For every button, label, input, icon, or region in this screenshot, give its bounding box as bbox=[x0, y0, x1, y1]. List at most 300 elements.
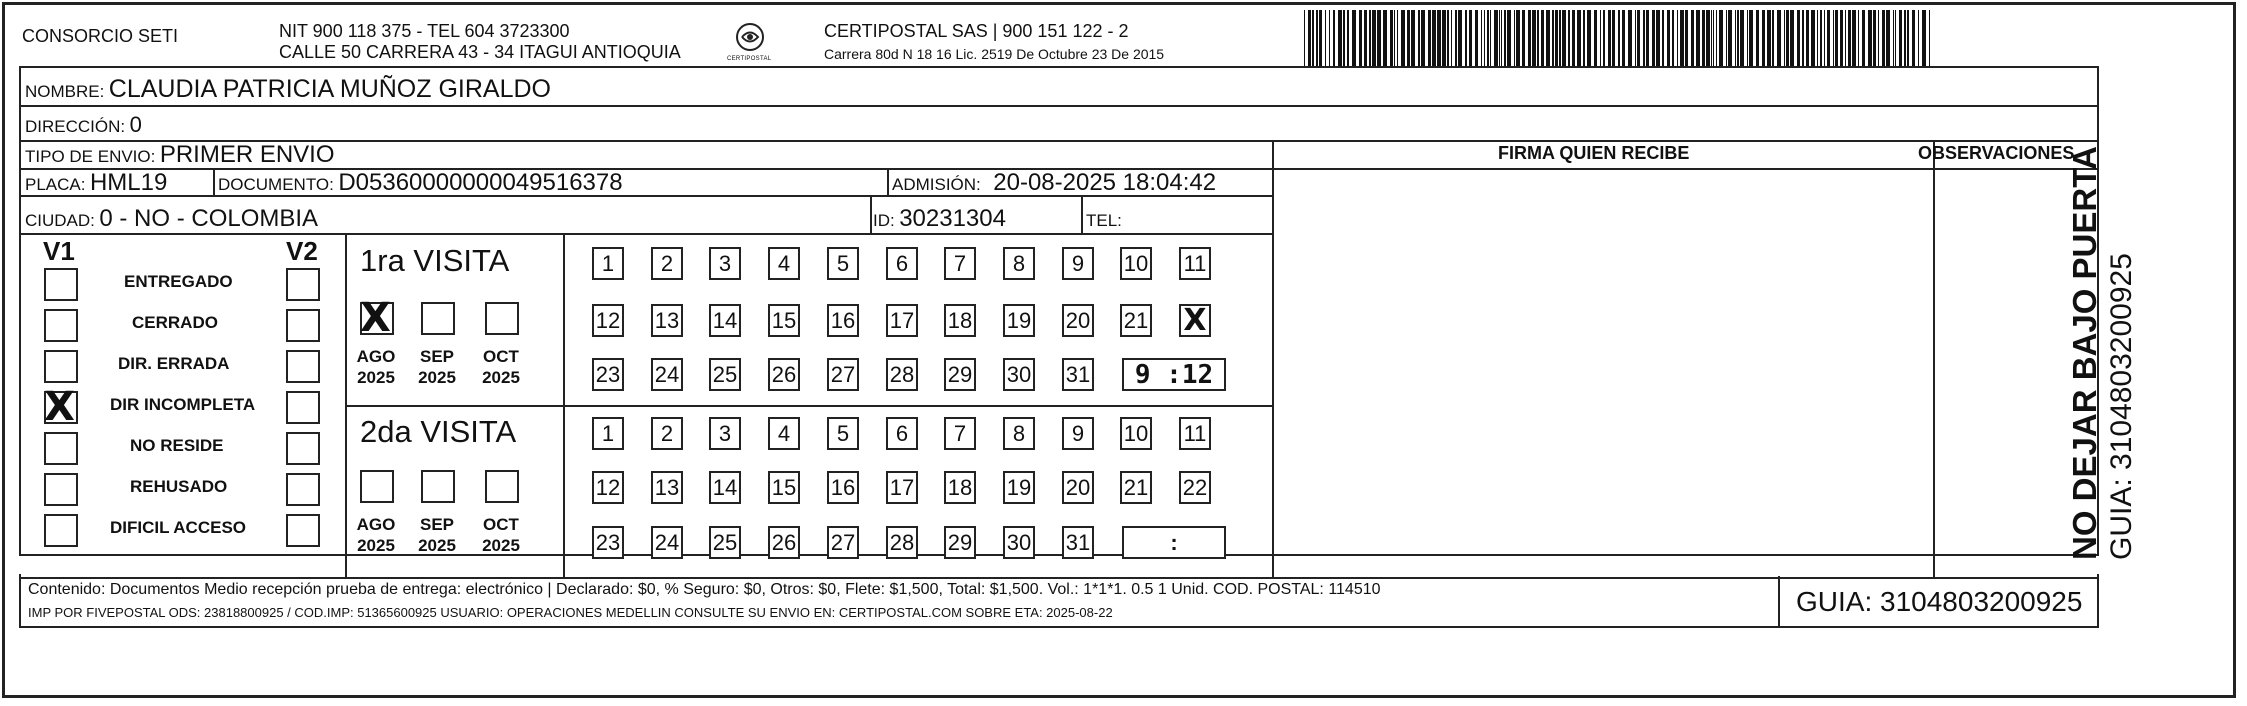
nombre-value: CLAUDIA PATRICIA MUÑOZ GIRALDO bbox=[108, 75, 551, 103]
barcode-bar bbox=[1537, 10, 1539, 66]
day-box[interactable] bbox=[709, 417, 741, 450]
status-label: REHUSADO bbox=[130, 477, 228, 496]
placa-row bbox=[25, 169, 167, 199]
month-label bbox=[481, 514, 521, 556]
side-text bbox=[2065, 146, 2139, 560]
courier-line-2: Carrera 80d N 18 16 Lic. 2519 De Octubre 23 De 2015 bbox=[824, 46, 1165, 62]
day-box[interactable] bbox=[651, 304, 683, 337]
barcode-bar bbox=[1852, 10, 1856, 66]
day-box[interactable] bbox=[1003, 358, 1035, 391]
barcode-bar bbox=[1499, 10, 1500, 66]
day-box[interactable] bbox=[768, 358, 800, 391]
imp-line: IMP POR FIVEPOSTAL ODS: 23818800925 / COD.IMP: 51365600925 USUARIO: OPERACIONES MEDELLIN CONSULTE SU ENVIO EN: CERTIPOSTAL.COM SOBRE ETA: 2025-08-22 bbox=[28, 605, 1113, 620]
barcode-bar bbox=[1737, 10, 1739, 66]
ciudad-label: CIUDAD: bbox=[25, 211, 95, 230]
barcode-bar bbox=[1622, 10, 1625, 66]
documento-row bbox=[218, 169, 623, 199]
day-number: 8 bbox=[1012, 251, 1026, 276]
ciudad-value: 0 - NO - COLOMBIA bbox=[99, 205, 319, 232]
barcode-bar bbox=[1706, 10, 1710, 66]
v2-checkbox[interactable] bbox=[286, 432, 320, 465]
nombre-label: NOMBRE: bbox=[25, 82, 105, 101]
barcode-bar bbox=[1912, 10, 1915, 66]
day-box[interactable] bbox=[592, 471, 624, 504]
v2-checkbox[interactable] bbox=[286, 350, 320, 383]
day-number: 19 bbox=[1006, 308, 1032, 333]
day-box[interactable] bbox=[944, 247, 976, 280]
barcode-bar bbox=[1428, 10, 1431, 66]
day-box[interactable] bbox=[1062, 358, 1094, 391]
day-number: 8 bbox=[1012, 421, 1026, 446]
month-label bbox=[417, 346, 457, 388]
day-number: 13 bbox=[654, 475, 680, 500]
day-number: 7 bbox=[953, 421, 967, 446]
month-checkbox[interactable] bbox=[421, 302, 455, 335]
barcode-bar bbox=[1490, 10, 1491, 66]
barcode-bar bbox=[1747, 10, 1748, 66]
day-box[interactable] bbox=[651, 417, 683, 450]
v1-checkbox[interactable] bbox=[44, 268, 78, 301]
barcode-bar bbox=[1929, 10, 1930, 66]
day-number: 5 bbox=[836, 251, 850, 276]
barcode-bar bbox=[1726, 10, 1727, 66]
day-number: 3 bbox=[718, 251, 732, 276]
day-box[interactable] bbox=[768, 304, 800, 337]
month-label bbox=[417, 514, 457, 556]
month-label bbox=[481, 346, 521, 388]
barcode-bar bbox=[1411, 10, 1415, 66]
time-box[interactable] bbox=[1122, 358, 1226, 391]
barcode-bar bbox=[1895, 10, 1896, 66]
month-checkbox[interactable] bbox=[421, 470, 455, 503]
v1-checkbox[interactable] bbox=[44, 473, 78, 506]
barcode-bar bbox=[1555, 10, 1558, 66]
day-number: 6 bbox=[895, 421, 909, 446]
v1-checkbox[interactable] bbox=[44, 432, 78, 465]
day-box[interactable] bbox=[1120, 417, 1152, 450]
barcode-bar bbox=[1667, 10, 1670, 66]
day-number: 11 bbox=[1183, 251, 1207, 276]
day-box[interactable] bbox=[1120, 304, 1152, 337]
month-checkbox[interactable] bbox=[360, 295, 394, 341]
barcode-bar bbox=[1767, 10, 1771, 66]
day-box[interactable] bbox=[1003, 417, 1035, 450]
barcode-bar bbox=[1559, 10, 1561, 66]
barcode-bar bbox=[1811, 10, 1815, 66]
barcode-bar bbox=[1359, 10, 1362, 66]
company-name: CONSORCIO SETI bbox=[22, 26, 179, 46]
barcode-bar bbox=[1494, 10, 1498, 66]
barcode-bar bbox=[1882, 10, 1885, 66]
barcode-bar bbox=[1603, 10, 1605, 66]
day-box[interactable] bbox=[944, 304, 976, 337]
day-number: 5 bbox=[836, 421, 850, 446]
day-number: 25 bbox=[712, 362, 738, 387]
barcode-bar bbox=[1618, 10, 1620, 66]
status-label: CERRADO bbox=[132, 313, 218, 332]
v1-checkbox[interactable] bbox=[44, 309, 78, 342]
barcode-bar bbox=[1840, 10, 1843, 66]
day-box[interactable] bbox=[651, 247, 683, 280]
barcode-bar bbox=[1347, 10, 1349, 66]
day-box[interactable] bbox=[944, 471, 976, 504]
day-number: 22 bbox=[1182, 475, 1208, 500]
barcode-bar bbox=[1652, 10, 1655, 66]
delivery-form bbox=[19, 66, 2099, 556]
day-box[interactable] bbox=[1003, 304, 1035, 337]
day-box[interactable] bbox=[886, 471, 918, 504]
v2-checkbox[interactable] bbox=[286, 473, 320, 506]
barcode-bar bbox=[1451, 10, 1452, 66]
placa-label: PLACA: bbox=[25, 175, 86, 194]
day-box[interactable] bbox=[886, 247, 918, 280]
barcode-bar bbox=[1487, 10, 1489, 66]
barcode-bar bbox=[1608, 10, 1611, 66]
month-name: AGO bbox=[356, 515, 396, 534]
day-box[interactable] bbox=[592, 247, 624, 280]
barcode-bar bbox=[1735, 10, 1736, 66]
v1-checkbox[interactable] bbox=[44, 514, 78, 547]
barcode-bar bbox=[1845, 10, 1846, 66]
barcode-bar bbox=[1583, 10, 1585, 66]
barcode-bar bbox=[1858, 10, 1859, 66]
footer-guia: GUIA: 3104803200925 bbox=[1796, 586, 2083, 617]
visit1-title: 1ra VISITA bbox=[360, 243, 510, 278]
barcode-bar bbox=[1475, 10, 1478, 66]
barcode-bar bbox=[1338, 10, 1342, 66]
day-number: 20 bbox=[1065, 475, 1091, 500]
day-box[interactable] bbox=[1003, 247, 1035, 280]
barcode-bar bbox=[1784, 10, 1785, 66]
barcode-bar bbox=[1827, 10, 1830, 66]
barcode-bar bbox=[1514, 10, 1515, 66]
day-number: 21 bbox=[1123, 308, 1149, 333]
month-checkbox[interactable] bbox=[360, 470, 394, 503]
barcode-bar bbox=[1594, 10, 1597, 66]
barcode-bar bbox=[1802, 10, 1804, 66]
logo-caption: CERTIPOSTAL bbox=[727, 56, 772, 62]
check-mark-icon: X bbox=[44, 384, 75, 430]
barcode-bar bbox=[1465, 10, 1467, 66]
day-number: 13 bbox=[654, 308, 680, 333]
barcode-bar bbox=[1577, 10, 1581, 66]
status-label: NO RESIDE bbox=[130, 436, 224, 455]
tel-row bbox=[1086, 205, 1122, 235]
day-number: 23 bbox=[595, 362, 621, 387]
day-number: 10 bbox=[1123, 421, 1149, 446]
barcode-bar bbox=[1501, 10, 1502, 66]
barcode-bar bbox=[1432, 10, 1436, 66]
month-checkbox[interactable] bbox=[485, 470, 519, 503]
month-year: 2025 bbox=[418, 536, 456, 555]
day-number: 29 bbox=[947, 530, 973, 555]
barcode-bar bbox=[1806, 10, 1809, 66]
barcode-bar bbox=[1835, 10, 1838, 66]
day-box[interactable] bbox=[592, 304, 624, 337]
day-number: 9 bbox=[1071, 251, 1085, 276]
day-number: 6 bbox=[895, 251, 909, 276]
day-box[interactable] bbox=[1003, 471, 1035, 504]
id-value: 30231304 bbox=[899, 205, 1006, 232]
tipo-row bbox=[25, 141, 335, 171]
barcode-bar bbox=[1546, 10, 1550, 66]
barcode-bar bbox=[1312, 10, 1314, 66]
observaciones-header: OBSERVACIONES bbox=[1918, 143, 2075, 163]
barcode-bar bbox=[1749, 10, 1753, 66]
day-box[interactable] bbox=[1003, 526, 1035, 559]
day-number: 4 bbox=[777, 421, 791, 446]
barcode-bar bbox=[1587, 10, 1591, 66]
day-box[interactable] bbox=[886, 417, 918, 450]
documento-label: DOCUMENTO: bbox=[218, 175, 334, 194]
barcode-bar bbox=[1352, 10, 1356, 66]
day-number: 16 bbox=[830, 475, 856, 500]
barcode-bar bbox=[1447, 10, 1449, 66]
v1-checkbox[interactable] bbox=[44, 384, 78, 430]
day-box[interactable] bbox=[886, 304, 918, 337]
day-box[interactable] bbox=[1179, 471, 1211, 504]
v2-checkbox[interactable] bbox=[286, 309, 320, 342]
day-number: 25 bbox=[712, 530, 738, 555]
barcode-bar bbox=[1372, 10, 1376, 66]
day-box[interactable] bbox=[1120, 247, 1152, 280]
admision-value: 20-08-2025 18:04:42 bbox=[993, 169, 1217, 196]
v1-checkbox[interactable] bbox=[44, 350, 78, 383]
day-box[interactable] bbox=[1062, 304, 1094, 337]
time-box[interactable] bbox=[1122, 526, 1226, 559]
footer-left-line bbox=[19, 574, 21, 628]
barcode bbox=[1304, 10, 1936, 66]
barcode-bar bbox=[1691, 10, 1694, 66]
barcode-bar bbox=[1918, 10, 1919, 66]
day-number: 11 bbox=[1183, 421, 1207, 446]
month-year: 2025 bbox=[357, 536, 395, 555]
day-number: 31 bbox=[1065, 362, 1091, 387]
barcode-bar bbox=[1777, 10, 1781, 66]
barcode-bar bbox=[1390, 10, 1393, 66]
footer-bottom-line bbox=[19, 626, 2099, 628]
placa-value: HML19 bbox=[89, 169, 168, 196]
day-number: 19 bbox=[1006, 475, 1032, 500]
admision-label: ADMISIÓN: bbox=[892, 175, 981, 194]
address-line: CALLE 50 CARRERA 43 - 34 ITAGUI ANTIOQUIA bbox=[279, 42, 681, 62]
documento-value: D05360000000049516378 bbox=[338, 169, 623, 196]
check-mark-icon: X bbox=[1183, 303, 1207, 338]
day-box[interactable] bbox=[827, 304, 859, 337]
barcode-bar bbox=[1343, 10, 1345, 66]
day-number: 26 bbox=[771, 362, 797, 387]
status-label: DIR INCOMPLETA bbox=[110, 395, 256, 414]
month-name: AGO bbox=[356, 347, 396, 366]
month-name: SEP bbox=[419, 515, 455, 534]
day-box[interactable] bbox=[886, 526, 918, 559]
barcode-bar bbox=[1677, 10, 1678, 66]
day-number: 30 bbox=[1006, 362, 1032, 387]
day-box[interactable] bbox=[1062, 247, 1094, 280]
barcode-bar bbox=[1868, 10, 1872, 66]
day-number: 2 bbox=[660, 421, 674, 446]
barcode-bar bbox=[1572, 10, 1575, 66]
barcode-bar bbox=[1713, 10, 1714, 66]
barcode-bar bbox=[1484, 10, 1485, 66]
barcode-bar bbox=[1716, 10, 1717, 66]
month-checkbox[interactable] bbox=[485, 302, 519, 335]
day-number: 26 bbox=[771, 530, 797, 555]
day-box[interactable] bbox=[827, 526, 859, 559]
day-box[interactable] bbox=[651, 358, 683, 391]
day-number: 2 bbox=[660, 251, 674, 276]
barcode-bar bbox=[1562, 10, 1566, 66]
barcode-bar bbox=[1455, 10, 1457, 66]
barcode-bar bbox=[1762, 10, 1765, 66]
day-number: 18 bbox=[947, 475, 973, 500]
barcode-bar bbox=[1397, 10, 1398, 66]
direccion-value: 0 bbox=[129, 112, 142, 137]
day-number: 23 bbox=[595, 530, 621, 555]
v2-checkbox[interactable] bbox=[286, 268, 320, 301]
day-box[interactable] bbox=[1179, 247, 1211, 280]
nit-line: NIT 900 118 375 - TEL 604 3723300 bbox=[279, 21, 570, 41]
admision-row bbox=[892, 169, 1216, 199]
day-box[interactable] bbox=[709, 471, 741, 504]
barcode-bar bbox=[1643, 10, 1645, 66]
footer-divider bbox=[1778, 576, 1780, 626]
barcode-bar bbox=[1756, 10, 1759, 66]
day-box[interactable] bbox=[592, 358, 624, 391]
day-box[interactable] bbox=[709, 526, 741, 559]
barcode-bar bbox=[1528, 10, 1531, 66]
barcode-bar bbox=[1696, 10, 1700, 66]
day-number: 20 bbox=[1065, 308, 1091, 333]
barcode-bar bbox=[1458, 10, 1462, 66]
day-number: 24 bbox=[654, 530, 680, 555]
day-number: 12 bbox=[595, 475, 621, 500]
barcode-bar bbox=[1319, 10, 1322, 66]
day-box[interactable] bbox=[827, 471, 859, 504]
barcode-bar bbox=[1719, 10, 1723, 66]
day-box[interactable] bbox=[709, 358, 741, 391]
day-number: 1 bbox=[601, 251, 615, 276]
day-number: 28 bbox=[889, 530, 915, 555]
barcode-bar bbox=[1308, 10, 1311, 66]
day-box[interactable] bbox=[1179, 304, 1211, 337]
month-name: OCT bbox=[483, 515, 519, 534]
barcode-bar bbox=[1329, 10, 1330, 66]
day-number: 17 bbox=[889, 475, 915, 500]
barcode-bar bbox=[1786, 10, 1789, 66]
barcode-bar bbox=[1421, 10, 1425, 66]
day-number: 18 bbox=[947, 308, 973, 333]
barcode-bar bbox=[1418, 10, 1420, 66]
day-number: 27 bbox=[830, 530, 856, 555]
day-number: 9 bbox=[1071, 421, 1085, 446]
barcode-bar bbox=[1824, 10, 1825, 66]
barcode-bar bbox=[1922, 10, 1926, 66]
day-box[interactable] bbox=[886, 358, 918, 391]
barcode-bar bbox=[1817, 10, 1818, 66]
barcode-bar bbox=[1848, 10, 1851, 66]
day-box[interactable] bbox=[709, 304, 741, 337]
day-box[interactable] bbox=[768, 417, 800, 450]
day-number: 31 bbox=[1065, 530, 1091, 555]
day-box[interactable] bbox=[768, 526, 800, 559]
status-label: DIFICIL ACCESO bbox=[110, 518, 247, 537]
nombre-row bbox=[25, 76, 551, 106]
ciudad-row bbox=[25, 205, 318, 235]
barcode-bar bbox=[1469, 10, 1472, 66]
day-box[interactable] bbox=[1062, 417, 1094, 450]
v2-checkbox[interactable] bbox=[286, 391, 320, 424]
day-box[interactable] bbox=[651, 471, 683, 504]
barcode-bar bbox=[1635, 10, 1636, 66]
day-box[interactable] bbox=[1062, 526, 1094, 559]
barcode-bar bbox=[1532, 10, 1536, 66]
day-box[interactable] bbox=[827, 417, 859, 450]
footer-right-line bbox=[2097, 574, 2099, 628]
day-box[interactable] bbox=[592, 417, 624, 450]
day-box[interactable] bbox=[1062, 471, 1094, 504]
day-number: 17 bbox=[889, 308, 915, 333]
tipo-label: TIPO DE ENVIO: bbox=[25, 147, 156, 166]
day-box[interactable] bbox=[768, 471, 800, 504]
barcode-bar bbox=[1790, 10, 1794, 66]
month-year: 2025 bbox=[357, 368, 395, 387]
time-handwritten: 9 :12 bbox=[1134, 360, 1214, 390]
direccion-label: DIRECCIÓN: bbox=[25, 117, 126, 136]
day-box[interactable] bbox=[944, 358, 976, 391]
day-box[interactable] bbox=[1179, 417, 1211, 450]
barcode-bar bbox=[1820, 10, 1822, 66]
status-label: DIR. ERRADA bbox=[118, 354, 230, 373]
day-box[interactable] bbox=[1120, 471, 1152, 504]
barcode-bar bbox=[1522, 10, 1525, 66]
day-box[interactable] bbox=[944, 526, 976, 559]
barcode-bar bbox=[1873, 10, 1876, 66]
visit2-title: 2da VISITA bbox=[360, 414, 517, 449]
barcode-bar bbox=[1568, 10, 1570, 66]
barcode-bar bbox=[1772, 10, 1774, 66]
v2-checkbox[interactable] bbox=[286, 514, 320, 547]
side-guia-text: GUIA: 3104803200925 bbox=[2105, 253, 2138, 560]
barcode-bar bbox=[1304, 10, 1305, 66]
barcode-bar bbox=[1600, 10, 1601, 66]
day-box[interactable] bbox=[592, 526, 624, 559]
barcode-bar bbox=[1662, 10, 1664, 66]
day-number: 24 bbox=[654, 362, 680, 387]
barcode-bar bbox=[1886, 10, 1890, 66]
day-box[interactable] bbox=[709, 247, 741, 280]
day-box[interactable] bbox=[944, 417, 976, 450]
status-label: ENTREGADO bbox=[124, 272, 233, 291]
time-placeholder: : bbox=[1170, 530, 1178, 555]
barcode-bar bbox=[1893, 10, 1894, 66]
month-label bbox=[356, 346, 396, 388]
barcode-bar bbox=[1437, 10, 1441, 66]
no-dejar-text: NO DEJAR BAJO PUERTA bbox=[2066, 146, 2103, 560]
day-box[interactable] bbox=[768, 247, 800, 280]
day-number: 1 bbox=[601, 421, 615, 446]
day-box[interactable] bbox=[827, 247, 859, 280]
month-year: 2025 bbox=[418, 368, 456, 387]
day-box[interactable] bbox=[827, 358, 859, 391]
barcode-bar bbox=[1407, 10, 1410, 66]
day-box[interactable] bbox=[651, 526, 683, 559]
barcode-bar bbox=[1646, 10, 1649, 66]
barcode-bar bbox=[1394, 10, 1395, 66]
month-name: OCT bbox=[483, 347, 519, 366]
barcode-bar bbox=[1541, 10, 1544, 66]
barcode-bar bbox=[1552, 10, 1554, 66]
